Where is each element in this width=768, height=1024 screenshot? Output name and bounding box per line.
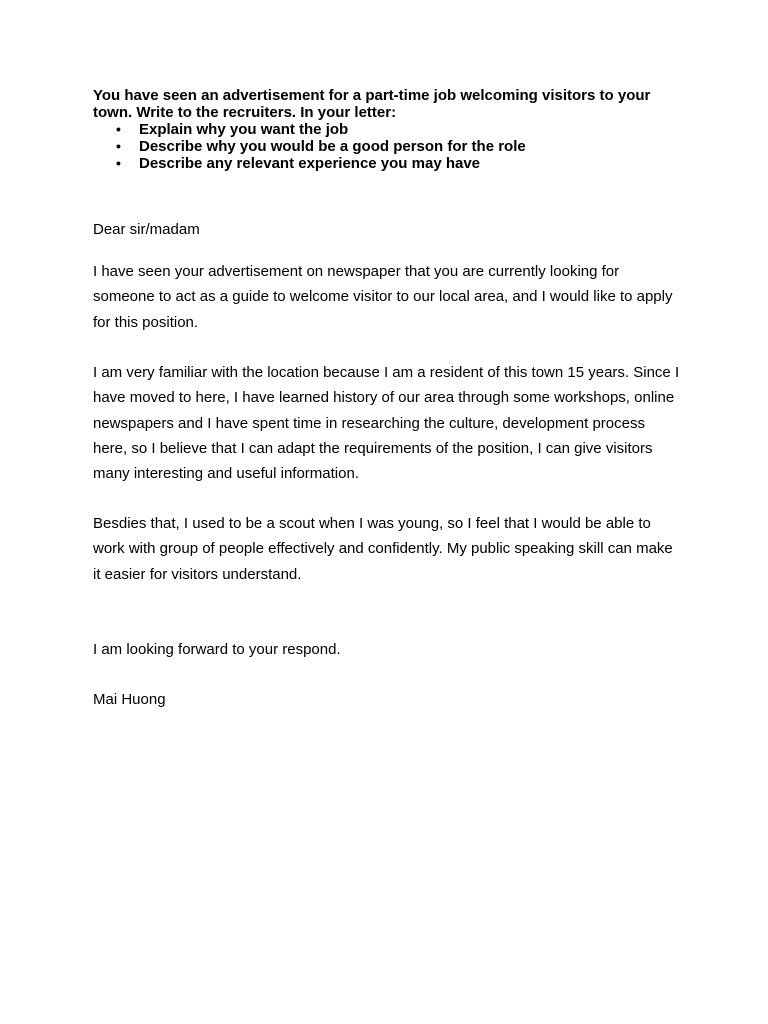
letter-paragraph: I have seen your advertisement on newspaper that you are currently looking for someone to act as a guide to welcome visitor to our local area, and I would like to apply for this position. bbox=[93, 263, 673, 331]
letter-paragraph: I am very familiar with the location because I am a resident of this town 15 years. Since I have moved to here, I have learned history of our area through some workshops, online newspapers and I have spent time in researching the culture, development process here, so I believe that I can adapt the requirements of the position, I can give visitors many interesting and useful information. bbox=[93, 364, 680, 483]
bullet-icon: • bbox=[116, 155, 121, 171]
prompt-text: You have seen an advertisement for a part-time job welcoming visitors to your town. Write to the recruiters. In your letter: bbox=[93, 87, 651, 121]
document-page bbox=[93, 87, 683, 708]
prompt-bullet-text: Describe any relevant experience you may have bbox=[139, 155, 481, 172]
letter-salutation: Dear sir/madam bbox=[93, 221, 200, 238]
prompt-bullet-item bbox=[93, 155, 683, 172]
prompt-bullet-text: Explain why you want the job bbox=[139, 121, 349, 138]
letter-signature: Mai Huong bbox=[93, 691, 166, 708]
letter-paragraph: Besdies that, I used to be a scout when I was young, so I feel that I would be able to work with group of people effectively and confidently. My public speaking skill can make it easier for visitors understand. bbox=[93, 515, 673, 583]
prompt-bullet-text: Describe why you would be a good person for the role bbox=[139, 138, 526, 155]
prompt-bullet-item bbox=[93, 121, 683, 138]
bullet-icon: • bbox=[116, 138, 121, 154]
bullet-icon: • bbox=[116, 121, 121, 137]
prompt-bullet-list bbox=[93, 121, 683, 172]
task-prompt bbox=[93, 87, 683, 172]
prompt-bullet-item bbox=[93, 138, 683, 155]
letter-closing: I am looking forward to your respond. bbox=[93, 641, 341, 658]
